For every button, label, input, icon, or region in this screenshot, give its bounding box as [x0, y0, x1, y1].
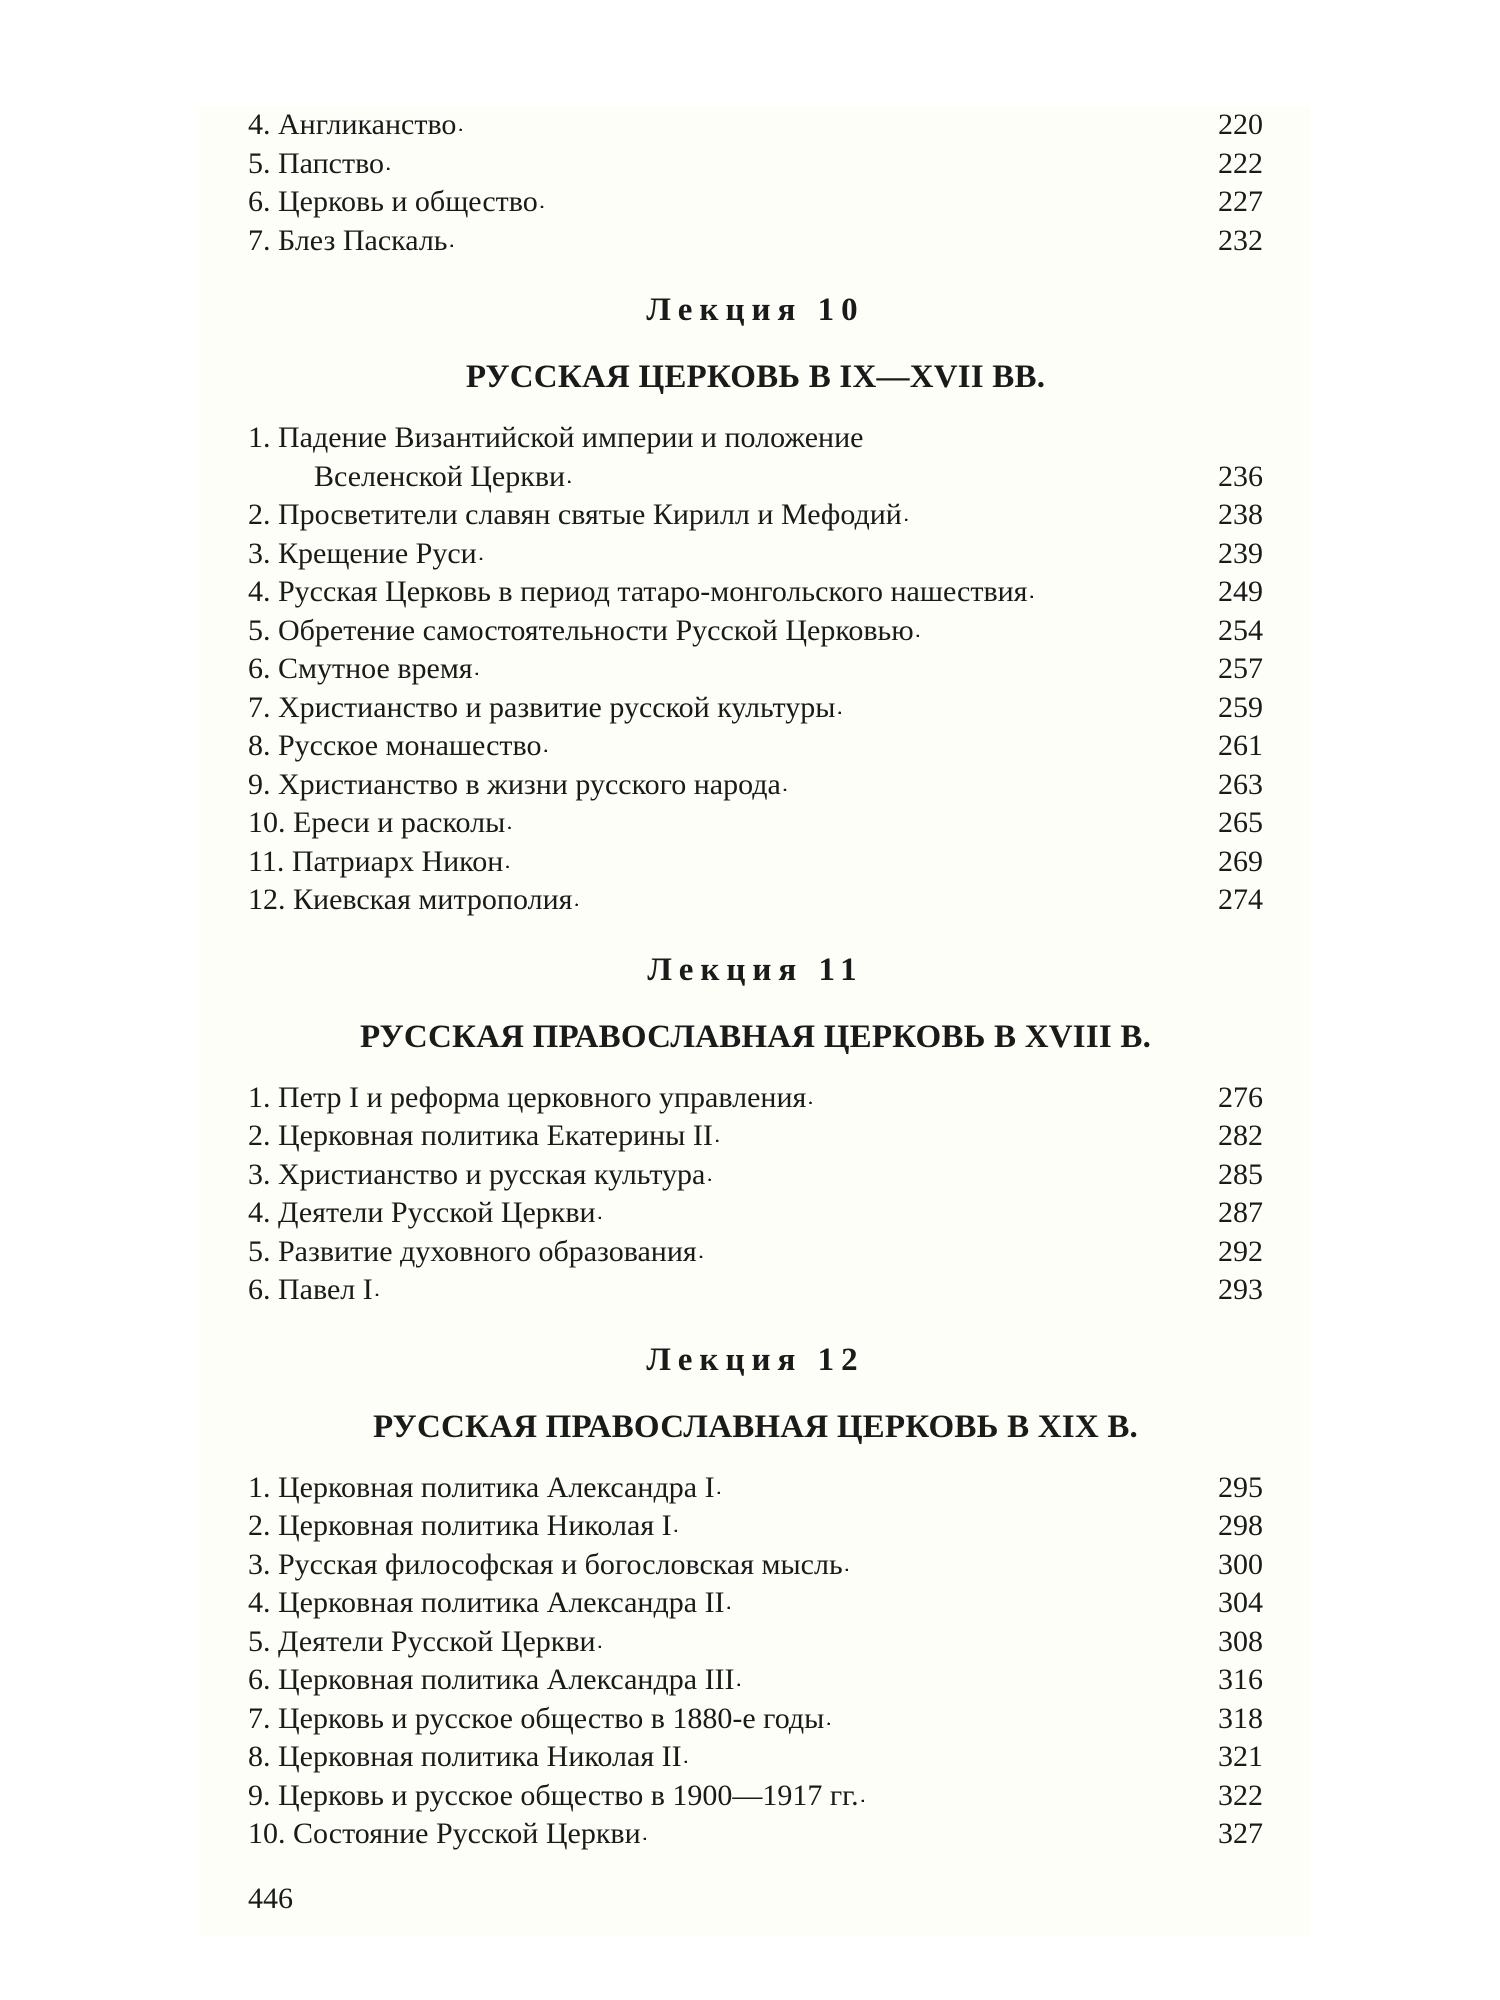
toc-entry	[248, 145, 1263, 184]
toc-entry-page: 308	[1218, 1624, 1263, 1658]
toc-leader-dots	[672, 1507, 1195, 1546]
toc-entry-page: 263	[1218, 767, 1263, 801]
toc-entry	[248, 1584, 1263, 1623]
lecture-number-heading: Лекция 12	[646, 1341, 865, 1378]
toc-entry-title: 9. Христианство в жизни русского народа	[248, 767, 781, 801]
toc-entry-title: 4. Церковная политика Александра II	[248, 1586, 725, 1619]
toc-entry	[248, 1233, 1263, 1272]
toc-entry-page: 249	[1218, 575, 1263, 608]
toc-entry-page: 257	[1218, 652, 1263, 685]
book-page	[200, 106, 1310, 1936]
toc-entry	[248, 1623, 1263, 1662]
toc-entry-title: 4. Русская Церковь в период татаро-монгольского нашествия	[248, 575, 1028, 608]
toc-entry	[248, 1661, 1263, 1700]
toc-leader-dots	[725, 1584, 1195, 1623]
toc-leader-dots	[914, 612, 1195, 651]
toc-entry	[248, 1815, 1263, 1854]
toc-entry-page: 269	[1218, 844, 1263, 878]
toc-entry-title: 7. Церковь и русское общество в 1880-е годы	[248, 1701, 825, 1735]
toc-entry-title: 9. Церковь и русское общество в 1900—1917 гг.	[248, 1778, 859, 1812]
toc-leader-dots	[447, 222, 1195, 261]
toc-entry-page: 222	[1218, 146, 1263, 180]
toc-entry-title: 1. Церковная политика Александра I	[248, 1470, 715, 1504]
toc-leader-dots	[503, 843, 1195, 882]
toc-entry	[248, 183, 1263, 222]
toc-entry-page: 300	[1218, 1547, 1263, 1581]
toc-leader-dots	[384, 145, 1195, 184]
toc-leader-dots	[735, 1661, 1195, 1700]
toc-leader-dots	[641, 1815, 1195, 1854]
toc-entry	[248, 1117, 1263, 1156]
toc-leader-dots	[596, 1623, 1195, 1662]
toc-leader-dots	[824, 1700, 1195, 1739]
toc-leader-dots	[1027, 573, 1195, 612]
toc-entry-page: 287	[1218, 1196, 1263, 1229]
toc-entry-title: 4. Деятели Русской Церкви	[248, 1196, 596, 1229]
toc-entry-title: 2. Церковная политика Николая I	[248, 1509, 672, 1542]
toc-entry-first-line: 1. Падение Византийской империи и положение	[248, 421, 864, 454]
toc-entry	[248, 573, 1263, 612]
toc-entry	[248, 1777, 1263, 1816]
lecture-title-heading: РУССКАЯ ЦЕРКОВЬ В IX—XVII ВВ.	[465, 359, 1046, 395]
toc-entry-page: 285	[1218, 1157, 1263, 1191]
lecture-number-heading: Лекция 10	[646, 292, 865, 328]
toc-entry-page: 293	[1218, 1273, 1263, 1306]
toc-entry-page: 227	[1218, 185, 1263, 218]
toc-leader-dots	[477, 535, 1195, 574]
toc-entry-page: 220	[1218, 108, 1263, 141]
toc-leader-dots	[565, 458, 1195, 497]
toc-entry	[248, 106, 1263, 145]
toc-entry-title: 4. Англиканство	[248, 108, 457, 141]
toc-leader-dots	[538, 183, 1195, 222]
toc-leader-dots	[697, 1233, 1195, 1272]
toc-entry-title: 2. Просветители славян святые Кирилл и Мефодий	[248, 498, 902, 531]
toc-entry	[248, 496, 1263, 535]
toc-entry-title: 10. Состояние Русской Церкви	[248, 1817, 641, 1850]
toc-entry-page: 318	[1218, 1701, 1263, 1735]
toc-leader-dots	[505, 804, 1195, 843]
toc-section-lecture-11	[248, 1079, 1263, 1310]
toc-entry	[248, 1700, 1263, 1739]
toc-entry-title: 6. Церковная политика Александра III	[248, 1663, 735, 1696]
toc-entry-page: 265	[1218, 806, 1263, 839]
toc-entry-title: 5. Обретение самостоятельности Русской Церковью	[248, 613, 914, 647]
toc-entry-page: 232	[1218, 223, 1263, 257]
toc-leader-dots	[373, 1271, 1195, 1310]
toc-entry-title: 3. Крещение Руси	[248, 536, 477, 570]
toc-entry-page: 327	[1218, 1817, 1263, 1850]
toc-entry	[248, 1546, 1263, 1585]
toc-leader-dots	[572, 881, 1195, 920]
toc-entry-title: 7. Блез Паскаль	[248, 223, 448, 257]
toc-entry	[248, 1079, 1263, 1118]
toc-entry	[248, 689, 1263, 728]
toc-entry-page: 238	[1218, 498, 1263, 531]
toc-entry-page: 239	[1218, 536, 1263, 570]
toc-entry-title: 6. Церковь и общество	[248, 185, 538, 218]
toc-section-lecture-10	[248, 419, 1263, 920]
toc-leader-dots	[456, 106, 1195, 145]
toc-leader-dots	[715, 1469, 1195, 1508]
toc-entry-page: 304	[1218, 1586, 1263, 1619]
toc-entry-title: 6. Смутное время	[248, 652, 473, 685]
lecture-number-heading: Лекция 11	[647, 951, 864, 988]
toc-leader-dots	[781, 766, 1195, 805]
toc-entry-title: 3. Русская философская и богословская мысль	[248, 1547, 843, 1581]
toc-entry-title: 8. Русское монашество	[248, 729, 542, 762]
toc-entry	[248, 1469, 1263, 1508]
toc-entry-page: 254	[1218, 613, 1263, 647]
toc-leader-dots	[859, 1777, 1195, 1816]
toc-entry-title: 6. Павел I	[248, 1273, 373, 1306]
toc-entry	[248, 1507, 1263, 1546]
toc-entry-page: 295	[1218, 1470, 1263, 1504]
toc-entry-title: 2. Церковная политика Екатерины II	[248, 1119, 713, 1152]
toc-entry-page: 274	[1218, 883, 1263, 916]
toc-entry-page: 276	[1218, 1080, 1263, 1114]
toc-entry-title: 5. Деятели Русской Церкви	[248, 1624, 596, 1658]
toc-entry-title: 12. Киевская митрополия	[248, 883, 573, 916]
lecture-title-heading: РУССКАЯ ПРАВОСЛАВНАЯ ЦЕРКОВЬ В XVIII В.	[359, 1018, 1152, 1055]
toc-entry-page: 282	[1218, 1119, 1263, 1152]
toc-entry-page: 298	[1218, 1509, 1263, 1542]
toc-entry	[248, 881, 1263, 920]
toc-entry-title: 7. Христианство и развитие русской культуры	[248, 690, 836, 724]
toc-entry-title: 3. Христианство и русская культура	[248, 1157, 706, 1191]
toc-entry	[248, 222, 1263, 261]
toc-leader-dots	[596, 1194, 1195, 1233]
toc-entry	[248, 1738, 1263, 1777]
toc-entry-page: 321	[1218, 1740, 1263, 1773]
toc-leader-dots	[902, 496, 1195, 535]
toc-entry-page: 236	[1218, 459, 1263, 493]
toc-entry-title: 5. Развитие духовного образования	[248, 1234, 697, 1268]
toc-entry-title: 5. Папство	[248, 146, 385, 180]
toc-leader-dots	[843, 1546, 1195, 1585]
toc-leader-dots	[541, 727, 1195, 766]
toc-entry	[248, 804, 1263, 843]
toc-entry-title: 10. Ереси и расколы	[248, 806, 506, 839]
toc-entry	[248, 535, 1263, 574]
toc-leader-dots	[806, 1079, 1195, 1118]
toc-entry	[248, 458, 1263, 497]
toc-entry	[248, 650, 1263, 689]
toc-leader-dots	[682, 1738, 1195, 1777]
toc-entry	[248, 1194, 1263, 1233]
toc-entry-title: 11. Патриарх Никон	[248, 844, 504, 878]
toc-leader-dots	[835, 689, 1195, 728]
toc-entry	[248, 1271, 1263, 1310]
toc-leader-dots	[713, 1117, 1195, 1156]
toc-entry	[248, 612, 1263, 651]
toc-entry-title: 1. Петр I и реформа церковного управления	[248, 1080, 807, 1114]
toc-leader-dots	[705, 1156, 1195, 1195]
toc-entry	[248, 766, 1263, 805]
toc-entry-title: 8. Церковная политика Николая II	[248, 1740, 682, 1773]
page-number: 446	[248, 1882, 293, 1915]
toc-entry-page: 261	[1218, 729, 1263, 762]
lecture-title-heading: РУССКАЯ ПРАВОСЛАВНАЯ ЦЕРКОВЬ В XIX В.	[373, 1408, 1138, 1445]
toc-section-continuation	[248, 106, 1263, 260]
toc-entry	[248, 727, 1263, 766]
toc-entry-page: 259	[1218, 690, 1263, 724]
toc-entry-page: 322	[1218, 1778, 1263, 1812]
toc-section-lecture-12	[248, 1469, 1263, 1854]
toc-entry-title: Вселенской Церкви	[314, 459, 566, 493]
toc-entry-page: 292	[1218, 1234, 1263, 1268]
toc-entry	[248, 1156, 1263, 1195]
table-of-contents	[248, 106, 1263, 1854]
toc-leader-dots	[473, 650, 1195, 689]
toc-entry	[248, 843, 1263, 882]
toc-entry-page: 316	[1218, 1663, 1263, 1696]
